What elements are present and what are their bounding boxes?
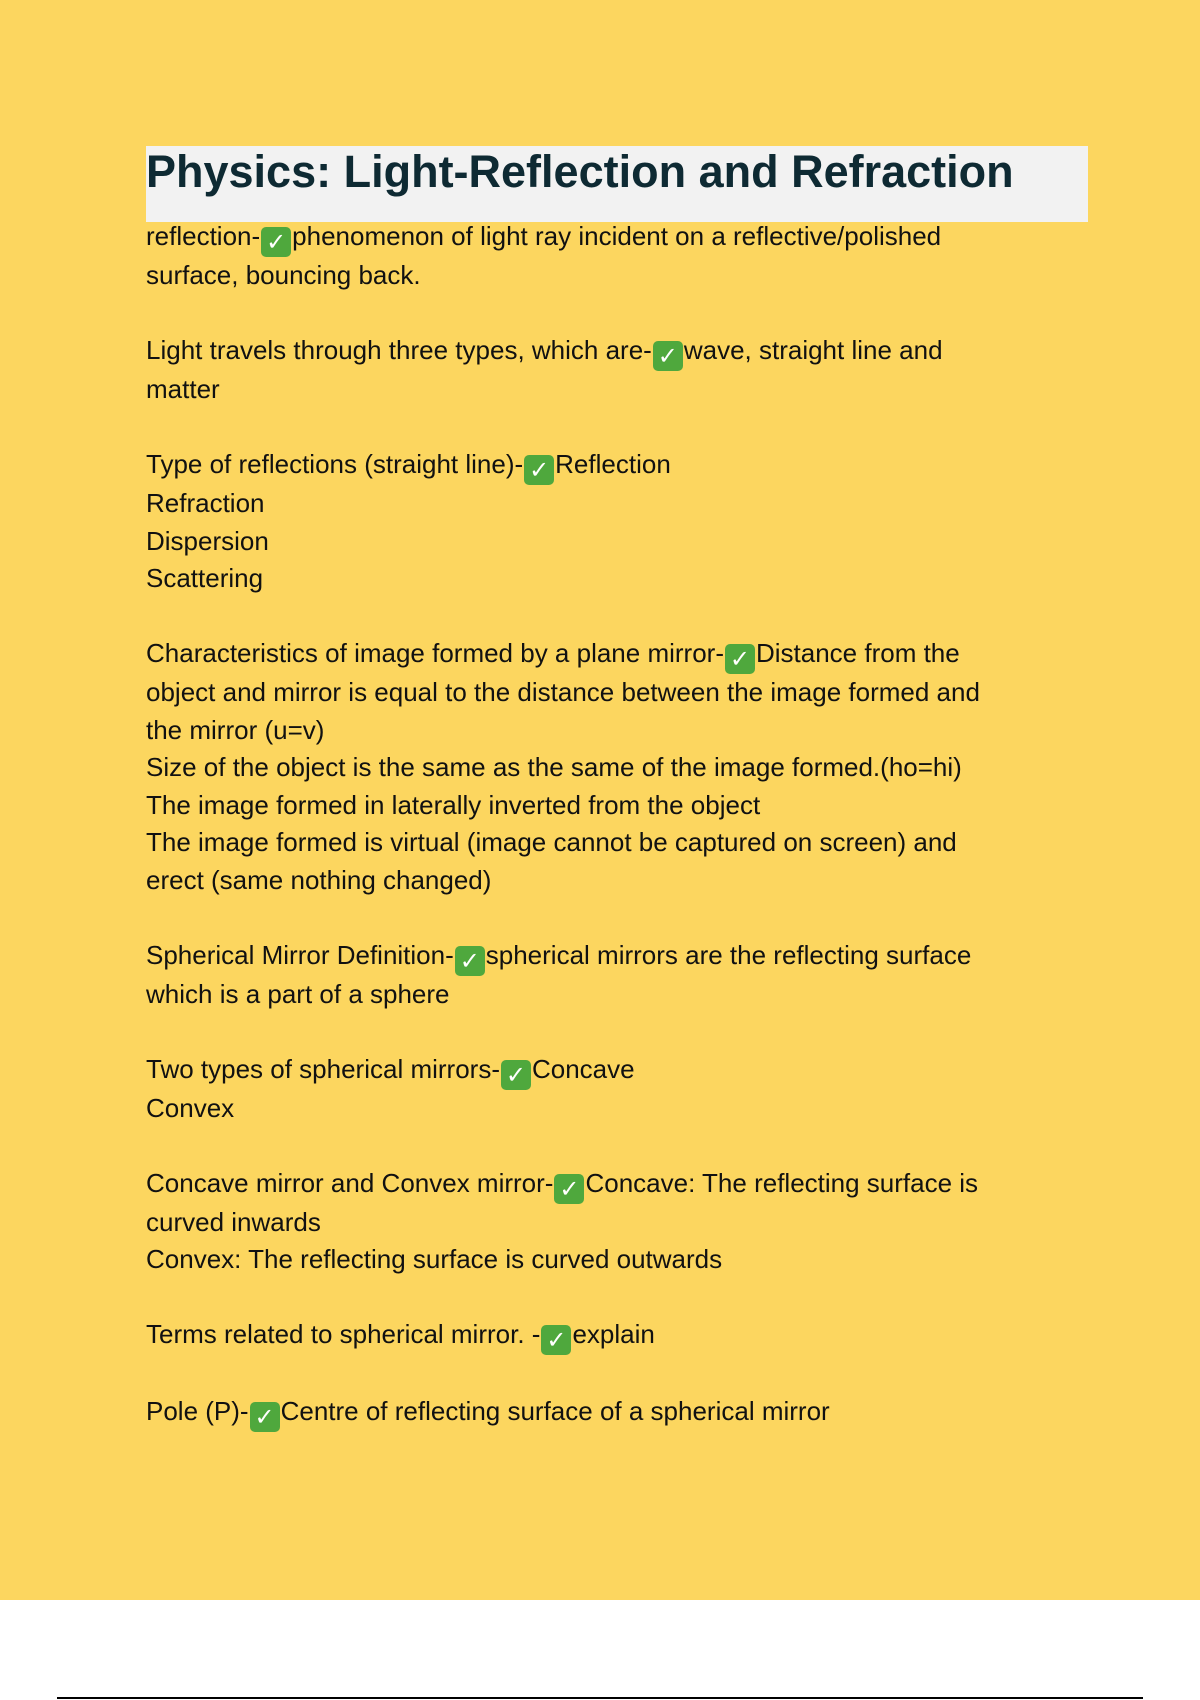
flashcard-item [146,1316,1076,1355]
flashcard-list [146,218,1076,1469]
answer-line: Dispersion [146,525,269,556]
check-mark-icon: ✓ [261,227,291,257]
flashcard-item [146,218,1076,295]
check-mark-icon: ✓ [554,1174,584,1204]
answer-line: Convex [146,1092,235,1123]
answer-line: Scattering [146,563,264,593]
answer-text: wave, straight line and [683,335,943,365]
question-text: Type of reflections (straight line)- [146,449,524,479]
answer-text: Concave: The reflecting surface is [585,1167,979,1198]
question-line [146,937,1076,976]
question-line [146,1316,1076,1355]
answer-line: surface, bouncing back. [146,260,421,290]
answer-text: phenomenon of light ray incident on a reflective/polished [292,221,942,251]
answer-line: curved inwards [146,1206,321,1237]
answer-line: The image formed in laterally inverted from the object [146,789,761,820]
question-line [146,635,1076,674]
question-text: Terms related to spherical mirror. - [146,1319,541,1349]
answer-line: the mirror (u=v) [146,714,325,745]
answer-line: Size of the object is the same as the same of the image formed.(ho=hi) [146,752,962,782]
check-mark-icon: ✓ [653,341,683,371]
answer-text: Centre of reflecting surface of a spherical mirror [280,1395,830,1426]
question-line [146,446,1076,485]
flashcard-item [146,1393,1076,1432]
answer-text: Reflection [555,449,671,479]
question-line [146,218,1076,257]
check-mark-icon: ✓ [524,455,554,485]
answer-line: which is a part of a sphere [146,978,450,1009]
question-line [146,332,1076,371]
question-line [146,1051,1076,1090]
check-mark-icon: ✓ [501,1060,531,1090]
answer-line: erect (same nothing changed) [146,864,492,895]
flashcard-item [146,635,1076,899]
answer-line: matter [146,374,220,404]
check-mark-icon: ✓ [725,644,755,674]
question-text: Concave mirror and Convex mirror- [146,1167,554,1198]
question-text: Light travels through three types, which are- [146,335,652,365]
question-line [146,1393,1076,1432]
answer-text: spherical mirrors are the reflecting surface [485,939,972,970]
flashcard-item [146,332,1076,409]
answer-text: Distance from the [755,638,960,668]
question-text: reflection- [146,221,261,251]
flashcard-item [146,446,1076,598]
answer-line: object and mirror is equal to the distance between the image formed and [146,677,980,707]
question-text: Two types of spherical mirrors- [146,1053,500,1084]
answer-text: explain [572,1319,655,1349]
footer-divider [57,1697,1143,1699]
answer-line: Refraction [146,488,265,518]
question-text: Pole (P)- [146,1395,249,1426]
question-line [146,1165,1076,1204]
page-title: Physics: Light-Reflection and Refraction [146,146,1014,197]
answer-text: Concave [531,1053,635,1084]
question-text: Spherical Mirror Definition- [146,939,454,970]
check-mark-icon: ✓ [541,1325,571,1355]
flashcard-item [146,937,1076,1014]
answer-line: Convex: The reflecting surface is curved outwards [146,1244,723,1274]
answer-line: The image formed is virtual (image cannot be captured on screen) and [146,827,957,857]
check-mark-icon: ✓ [250,1402,280,1432]
question-text: Characteristics of image formed by a plane mirror- [146,638,724,668]
check-mark-icon: ✓ [455,946,485,976]
flashcard-item [146,1051,1076,1128]
flashcard-item [146,1165,1076,1279]
